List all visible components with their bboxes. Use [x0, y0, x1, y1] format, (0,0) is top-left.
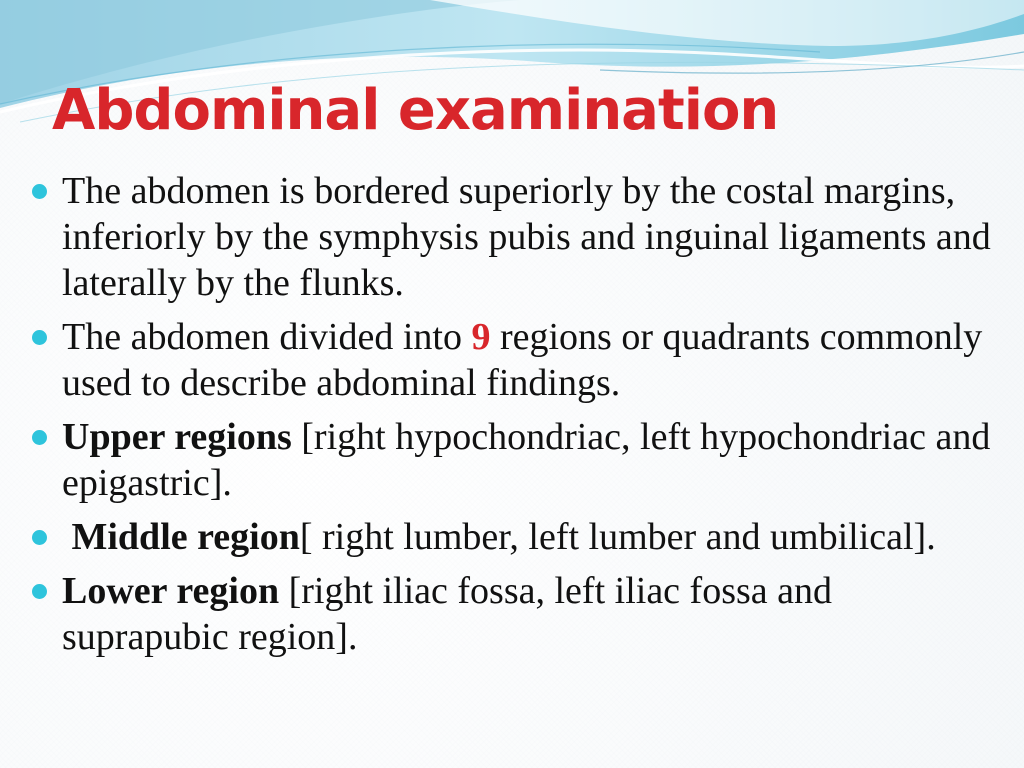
lower-region-text: [right iliac fossa, left iliac fossa and suprapubic region]. — [62, 570, 833, 658]
bullet-upper-regions — [32, 414, 992, 506]
bullet-nine-regions — [32, 314, 992, 406]
middle-region-text: [ right lumber, left lumber and umbilical]. — [299, 516, 936, 558]
upper-regions-label: Upper regions — [62, 416, 292, 458]
bullet-list — [32, 168, 992, 668]
bullet-text-before: The abdomen divided into — [62, 316, 472, 358]
bullet-dot-icon — [32, 330, 47, 345]
bullet-lower-region — [32, 568, 992, 660]
bullet-abdomen-borders — [32, 168, 992, 306]
bullet-text: The abdomen is bordered superiorly by the costal margins, inferiorly by the symphysis pubis and inguinal ligaments and laterally by the flunks. — [62, 170, 991, 304]
bullet-dot-icon — [32, 530, 47, 545]
bullet-dot-icon — [32, 584, 47, 599]
bullet-text-after: regions or quadrants commonly used to describe abdominal findings. — [62, 316, 983, 404]
lower-region-label: Lower region — [62, 570, 280, 612]
middle-region-label: Middle region — [62, 516, 300, 558]
regions-count: 9 — [471, 316, 491, 358]
bullet-dot-icon — [32, 430, 47, 445]
bullet-middle-region — [32, 514, 992, 560]
slide-title: Abdominal examination — [52, 78, 779, 143]
upper-regions-text: [right hypochondriac, left hypochondriac and epigastric]. — [62, 416, 991, 504]
bullet-dot-icon — [32, 184, 47, 199]
